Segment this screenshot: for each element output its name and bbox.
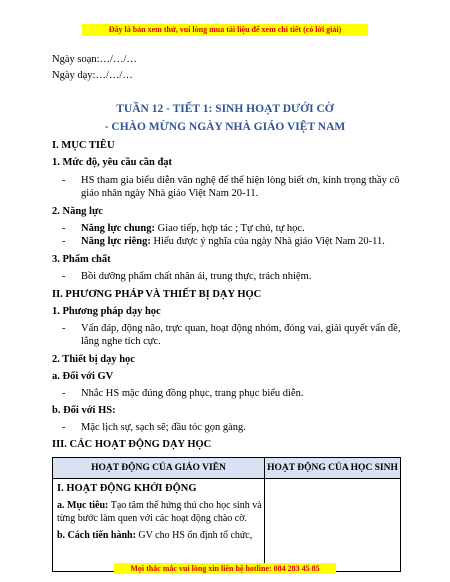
teacher-activities-header: HOẠT ĐỘNG CỦA GIÁO VIÊN (53, 458, 265, 479)
subsection-qualities: 3. Phẩm chất (52, 254, 111, 265)
section-methods-equipment: II. PHƯƠNG PHÁP VÀ THIẾT BỊ DẠY HỌC (52, 289, 262, 300)
lesson-title: TUẦN 12 - TIẾT 1: SINH HOẠT DƯỚI CỜ (116, 103, 334, 115)
subsection-for-teacher: a. Đối với GV (52, 371, 114, 382)
preparation-date: Ngày soạn:…/…/… (52, 54, 137, 65)
student-activities-cell (265, 479, 401, 572)
student-activities-header: HOẠT ĐỘNG CỦA HỌC SINH (265, 458, 401, 479)
objective-line: a. Mục tiêu: Tạo tâm thế hứng thú cho học sinh và (57, 500, 262, 511)
subsection-competencies: 2. Năng lực (52, 206, 103, 217)
teaching-date: Ngày dạy:…/…/… (52, 70, 133, 81)
subsection-teaching-equipment: 2. Thiết bị dạy học (52, 354, 135, 365)
activity-heading: I. HOẠT ĐỘNG KHỞI ĐỘNG (57, 483, 197, 494)
section-activities: III. CÁC HOẠT ĐỘNG DẠY HỌC (52, 439, 212, 450)
table-row (53, 479, 401, 572)
preview-banner: Đây là bản xem thử, vui lòng mua tài liệu để xem chi tiết (có lời giải) (82, 24, 368, 36)
lesson-subtitle: - CHÀO MỪNG NGÀY NHÀ GIÁO VIỆT NAM (104, 121, 346, 133)
list-item-continuation: giáo nhân ngày Nhà giáo Việt Nam 20-11. (81, 188, 259, 199)
objective-continuation: từng bước làm quen với các hoạt động chào cờ. (57, 513, 247, 524)
teacher-activities-cell (53, 479, 265, 572)
list-item-continuation: lắng nghe tích cực. (81, 336, 161, 347)
subsection-for-students: b. Đối với HS: (52, 405, 116, 416)
subsection-teaching-methods: 1. Phương pháp dạy học (52, 306, 161, 317)
table-header-row (53, 458, 401, 479)
section-objectives: I. MỤC TIÊU (52, 140, 115, 151)
procedure-line: b. Cách tiến hành: GV cho HS ổn định tổ chức, (57, 530, 253, 541)
hotline-footer: Mọi thắc mắc vui lòng xin liên hệ hotline: 084 283 45 85 (114, 563, 336, 574)
activities-table (52, 457, 401, 572)
subsection-requirements: 1. Mức độ, yêu cầu cần đạt (52, 157, 173, 168)
